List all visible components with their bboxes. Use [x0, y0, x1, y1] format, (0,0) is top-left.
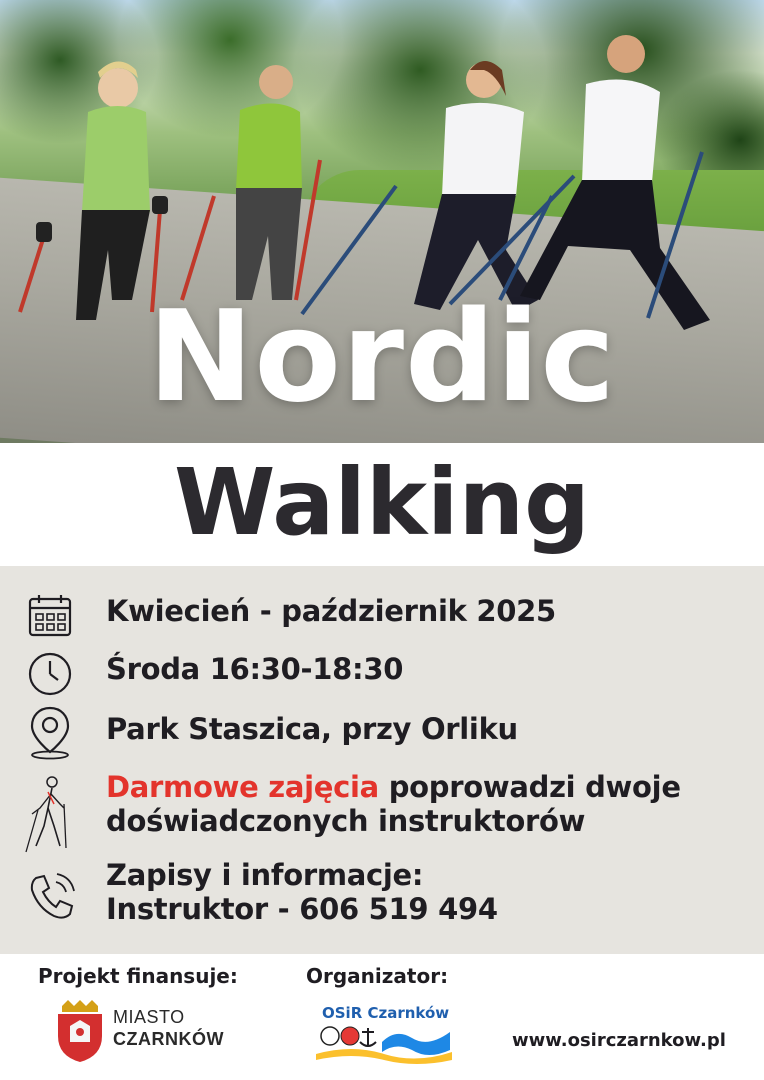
headline-walking: Walking — [174, 449, 590, 556]
date-text: Kwiecień - październik 2025 — [106, 594, 556, 628]
nordic-walker-icon — [24, 774, 80, 854]
location-pin-icon — [24, 704, 80, 760]
signup-line-1: Zapisy i informacje: — [106, 858, 424, 892]
city-name-line2: CZARNKÓW — [113, 1029, 224, 1049]
signup-text — [106, 858, 756, 926]
info-panel — [0, 566, 764, 954]
free-classes-text — [106, 770, 756, 838]
city-coat-of-arms-logo — [52, 998, 108, 1064]
time-text: Środa 16:30-18:30 — [106, 652, 404, 686]
calendar-icon — [24, 590, 80, 646]
funding-label: Projekt finansuje: — [38, 964, 238, 988]
osir-logo-text: OSiR Czarnków — [322, 1004, 450, 1022]
city-name — [113, 1006, 224, 1050]
phone-icon — [24, 868, 80, 924]
free-classes-rest-1: poprowadzi dwoje — [378, 770, 681, 804]
free-classes-rest-2: doświadczonych instruktorów — [106, 804, 586, 838]
headline-nordic: Nordic — [147, 283, 617, 430]
hero-photo — [0, 0, 764, 443]
place-text: Park Staszica, przy Orliku — [106, 712, 518, 746]
footer — [0, 954, 764, 1080]
osir-logo — [312, 998, 460, 1068]
website-link[interactable]: www.osirczarnkow.pl — [512, 1030, 726, 1051]
clock-icon — [24, 648, 80, 704]
city-name-line1: MIASTO — [113, 1007, 185, 1027]
walker-2 — [182, 65, 320, 300]
organizer-label: Organizator: — [306, 964, 449, 988]
signup-line-2: Instruktor - 606 519 494 — [106, 892, 498, 926]
free-classes-highlight: Darmowe zajęcia — [106, 770, 379, 804]
